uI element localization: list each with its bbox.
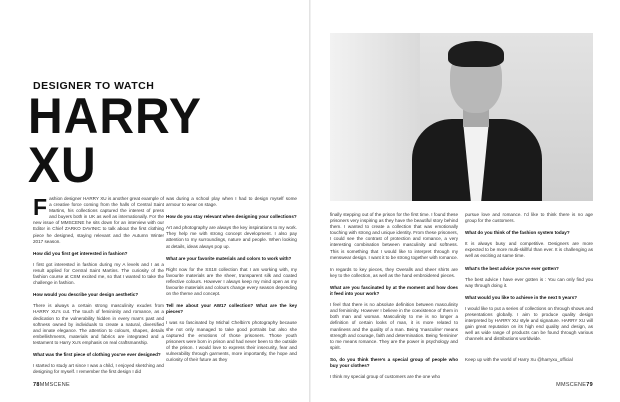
answer-1: I first got interested in fashion during my A levels and I as a result applied for Central Saint Martins. The curiosity of the fashion course at CSM excited me, so that I wanted to take the challenge in fashion.: [33, 261, 164, 286]
article-column-3: [330, 212, 458, 386]
question-5: What are your favorite materials and colors to work with?: [166, 255, 292, 261]
answer-3-cont: was during a school play when I had to design myself some armour to wear on stage.: [166, 196, 297, 208]
answer-3: I started to study art since I was a child, I enjoyed sketching and designing for myself. I remember the first design I did: [33, 363, 164, 375]
question-2: How would you describe your design aesthetic?: [33, 292, 139, 298]
answer-6-cont: finally stepping out of the prison for the first time. I found these prisoners very inspiring as they have the beautiful story behind them. I wanted to create a collection that was emotionally touching with strong and unique identity. From these prisoners, I could see the contrast of protection and romance, a very interesting combination between masculinity and softness. This is something that I would like to interpret through my menswear design. I want it to be strong together with romance.: [330, 212, 458, 260]
right-page-number: 79: [586, 382, 593, 388]
question-6: Tell me about your AW17 collection? What are the key pieces?: [166, 303, 297, 315]
dropcap: F: [33, 194, 48, 220]
left-page-footer: [33, 382, 70, 388]
answer-11: I would like to put a series of collections on through shows and presentations globally. I aim to produce quality design interpreted by HARRY XU style and signature. HARRY XU will gain great reputation on its high end quality and design, as well as wide range of products can be found through various channels and distributions worldwide.: [465, 305, 593, 342]
closing-line: Keep up with the world of Harry Xu @harryxu_official: [465, 356, 573, 362]
answer-8: I think my special group of customers are the one who: [330, 374, 441, 380]
answer-10: The best advice I have ever gotten is : You can only find you way through doing it.: [465, 276, 593, 288]
article-column-4: [465, 212, 593, 369]
answer-9: It is always busy and competitive. Designers are more expected to be more multi-skillful than ever. It is challenging as well as exciting at same time.: [465, 241, 593, 259]
question-3: What was the first piece of clothing you've ever designed?: [33, 351, 161, 357]
question-1: How did you first get interested in fashion?: [33, 250, 128, 256]
intro-paragraph: ashion designer HARRY XU is another great example of a creative force coming from the halls of Central Saint Martins, his collections captured the interest of press and buyers both in UK as well as internationally. For the new issue of MMSCENE he sits down for an interview with our Editor in Chief ZARKO DAVINIC to talk about the first clothing piece he designed, staying relevant and the Autumn Winter 2017 season.: [33, 196, 164, 244]
answer-4: Art and photography are always the key inspirations to my work. They help me with strong concept development. I also pay attention to my surroundings, nature and people. When looking at details, ideas always pop up.: [166, 225, 297, 249]
answer-5: Right now for the SS18 collection that I am working with, my favourite materials are the sheer, transparent silk and coated reflective colours. However I always keep my mind open as my favourite materials and colours change every season depending on the theme and concept.: [166, 266, 297, 297]
question-7: What are you fascinated by at the moment and how does it feed into your work?: [330, 284, 458, 297]
left-magazine-name: MMSCENE: [39, 382, 70, 388]
answer-6-keypieces: In regards to key pieces, they Overalls and sheer shirts are key to the collection, as well as the hand embroidered pieces.: [330, 266, 458, 278]
article-column-2: [166, 196, 297, 369]
answer-6: I was so fascinated by Michal Chelbin's photography because she not only managed to take good portraits but also she captured the emotions of those prisoners. Those youth prisoners were born in prison and had never been to the outside of the prison. I would love to express their insecurity, fear and vulnerability through garments, more importantly, the hope and curiosity of their future as they: [166, 320, 297, 362]
answer-7: I feel that there is no absolute definition between masculinity and femininity. However I believe in the coexistence of them in both man and woman. Masculinity to me is no longer a definition of certain looks of man, it is more related to manliness and the quality of a man. Being 'masculine' means strength and courage, faith and determination. Being 'feminine' to me means romance. They are the power in psychology and spirit.: [330, 302, 458, 350]
right-page-footer: [556, 382, 593, 388]
question-4: How do you stay relevant when designing your collections?: [166, 214, 297, 220]
kicker-label: DESIGNER TO WATCH: [33, 80, 155, 92]
article-column-1: [33, 196, 164, 381]
question-10: What's the best advice you've ever gotten?: [465, 265, 559, 271]
headline-line-1: HARRY: [28, 88, 202, 145]
headline-line-2: XU: [28, 137, 97, 194]
question-8: So, do you think there's a special group of people who buy your clothes?: [330, 356, 458, 368]
answer-8-cont: pursue love and romance. I'd like to think there is no age group for the customers.: [465, 212, 593, 224]
left-page-number: 78: [33, 382, 40, 388]
question-9: What do you think of the fashion system today?: [465, 230, 570, 236]
page-gutter: [309, 0, 311, 402]
answer-2: There is always a certain strong masculinity exudes from HARRY XU's cut. The touch of femininity and romance, as a dedication to the vulnerability hidden in every man's past and softness owned by individuals to create a natural, diversified and innate elegance. The attention to colours, shapes, details embellishments, materials and fabrics are integrated and a testament to Harry Xu's emphasis on real craftsmanship.: [33, 303, 164, 345]
right-magazine-name: MMSCENE: [556, 382, 587, 388]
portrait-photo: [330, 33, 593, 201]
question-11: What would you like to achieve in the next 5 years?: [465, 294, 578, 300]
